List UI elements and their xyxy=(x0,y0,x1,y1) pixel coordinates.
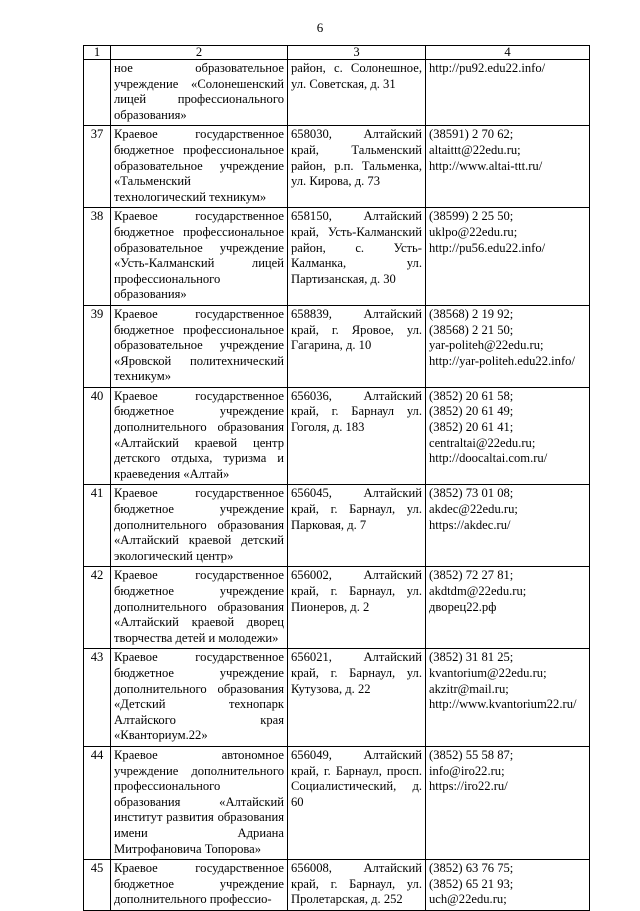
contact-line: (3852) 31 81 25; xyxy=(429,650,514,665)
column-header-3: 3 xyxy=(288,46,426,60)
contact-line: uch@22edu.ru; xyxy=(429,892,507,907)
contact-line: http://pu56.edu22.info/ xyxy=(429,240,546,255)
institution-contacts xyxy=(426,387,590,485)
row-number: 42 xyxy=(84,567,111,649)
column-header-1: 1 xyxy=(84,46,111,60)
institution-contacts xyxy=(426,60,590,126)
table-header-row xyxy=(84,46,590,60)
institution-name: Краевое государственное бюджетное профессиональное образовательное учреждение «Тальменский технологический техникум» xyxy=(111,126,288,208)
institution-address: 656049, Алтайский край, г. Барнаул, просп. Социалистический, д. 60 xyxy=(288,746,426,859)
institution-address: 656008, Алтайский край, г. Барнаул, ул. Пролетарская, д. 252 xyxy=(288,860,426,911)
institution-contacts xyxy=(426,208,590,306)
contact-line: (3852) 72 27 81; xyxy=(429,568,514,583)
contact-line: http://www.altai-ttt.ru/ xyxy=(429,158,543,173)
institution-address: 656045, Алтайский край, г. Барнаул, ул. Парковая, д. 7 xyxy=(288,485,426,567)
contact-line: (3852) 20 61 58; xyxy=(429,388,514,403)
contact-line: (38591) 2 70 62; xyxy=(429,127,514,142)
row-number xyxy=(84,60,111,126)
institution-name: Краевое государственное бюджетное учреждение дополнительного образования «Алтайский краевой дворец творчества детей и молодежи» xyxy=(111,567,288,649)
contact-line: http://yar-politeh.edu22.info/ xyxy=(429,353,575,368)
institution-address: 656036, Алтайский край, г. Барнаул ул. Гоголя, д. 183 xyxy=(288,387,426,485)
contact-line: дворец22.рф xyxy=(429,599,497,614)
column-header-4: 4 xyxy=(426,46,590,60)
row-number: 39 xyxy=(84,305,111,387)
institution-name: Краевое государственное бюджетное профессиональное образовательное учреждение «Усть-Калманский лицей профессионального образования» xyxy=(111,208,288,306)
contact-line: (3852) 20 61 41; xyxy=(429,420,514,435)
table-row xyxy=(84,387,590,485)
table-row xyxy=(84,746,590,859)
institution-address: район, с. Солонешное, ул. Советская, д. 31 xyxy=(288,60,426,126)
institution-name: ное образовательное учреждение «Солонешенский лицей профессионального образования» xyxy=(111,60,288,126)
contact-line: (3852) 63 76 75; xyxy=(429,861,514,876)
institution-name: Краевое государственное бюджетное учреждение дополнительного образования «Алтайский краевой центр детского отдыха, туризма и краеведения «Алтай» xyxy=(111,387,288,485)
contact-line: akzitr@mail.ru; xyxy=(429,681,509,696)
column-header-2: 2 xyxy=(111,46,288,60)
contact-line: akdtdm@22edu.ru; xyxy=(429,584,527,598)
institution-address: 658839, Алтайский край, г. Яровое, ул. Гагарина, д. 10 xyxy=(288,305,426,387)
contact-line: uklpo@22edu.ru; xyxy=(429,224,518,239)
contact-line: (38568) 2 21 50; xyxy=(429,322,514,337)
row-number: 41 xyxy=(84,485,111,567)
contact-line: info@iro22.ru; xyxy=(429,763,505,778)
institutions-table xyxy=(83,45,590,911)
contact-line: (3852) 55 58 87; xyxy=(429,747,514,762)
contact-line: http://pu92.edu22.info/ xyxy=(429,61,546,75)
institution-address: 658030, Алтайский край, Тальменский район, р.п. Тальменка, ул. Кирова, д. 73 xyxy=(288,126,426,208)
table-row xyxy=(84,649,590,747)
table-row xyxy=(84,126,590,208)
contact-line: kvantorium@22edu.ru; xyxy=(429,665,547,680)
contact-line: https://iro22.ru/ xyxy=(429,779,508,794)
table-row xyxy=(84,208,590,306)
institution-contacts xyxy=(426,305,590,387)
contact-line: http://www.kvantorium22.ru/ xyxy=(429,697,577,712)
contact-line: centraltai@22edu.ru; xyxy=(429,435,536,450)
institution-contacts xyxy=(426,485,590,567)
institution-contacts xyxy=(426,860,590,911)
institution-contacts xyxy=(426,746,590,859)
table-row xyxy=(84,305,590,387)
institution-address: 658150, Алтайский край, Усть-Калманский район, с. Усть-Калманка, ул. Партизанская, д. 30 xyxy=(288,208,426,306)
contact-line: https://akdec.ru/ xyxy=(429,517,511,532)
row-number: 37 xyxy=(84,126,111,208)
institution-name: Краевое государственное бюджетное учреждение дополнительного профессио- xyxy=(111,860,288,911)
institution-name: Краевое автономное учреждение дополнительного профессионального образования «Алтайский институт развития образования имени Адриана Митрофановича Топорова» xyxy=(111,746,288,859)
institution-name: Краевое государственное бюджетное профессиональное образовательное учреждение «Яровской политехнический техникум» xyxy=(111,305,288,387)
contact-line: (3852) 20 61 49; xyxy=(429,404,514,419)
contact-line: http://doocaltai.com.ru/ xyxy=(429,451,548,466)
row-number: 44 xyxy=(84,746,111,859)
institution-name: Краевое государственное бюджетное учреждение дополнительного образования «Алтайский краевой детский экологический центр» xyxy=(111,485,288,567)
institution-name: Краевое государственное бюджетное учреждение дополнительного образования «Детский технопарк Алтайского края «Кванториум.22» xyxy=(111,649,288,747)
contact-line: (38599) 2 25 50; xyxy=(429,209,514,224)
table-row xyxy=(84,567,590,649)
institution-address: 656002, Алтайский край, г. Барнаул, ул. Пионеров, д. 2 xyxy=(288,567,426,649)
row-number: 40 xyxy=(84,387,111,485)
page-number: 6 xyxy=(316,20,324,35)
row-number: 38 xyxy=(84,208,111,306)
contact-line: yar-politeh@22edu.ru; xyxy=(429,338,544,353)
contact-line: (3852) 73 01 08; xyxy=(429,486,514,501)
institution-contacts xyxy=(426,126,590,208)
contact-line: (38568) 2 19 92; xyxy=(429,306,514,321)
table-row xyxy=(84,60,590,126)
institution-address: 656021, Алтайский край, г. Барнаул, ул. Кутузова, д. 22 xyxy=(288,649,426,747)
contact-line: akdec@22edu.ru; xyxy=(429,502,518,517)
institution-contacts xyxy=(426,567,590,649)
contact-line: altaittt@22edu.ru; xyxy=(429,142,521,157)
institution-contacts xyxy=(426,649,590,747)
table-row xyxy=(84,860,590,911)
row-number: 43 xyxy=(84,649,111,747)
row-number: 45 xyxy=(84,860,111,911)
table-row xyxy=(84,485,590,567)
contact-line: (3852) 65 21 93; xyxy=(429,876,514,891)
